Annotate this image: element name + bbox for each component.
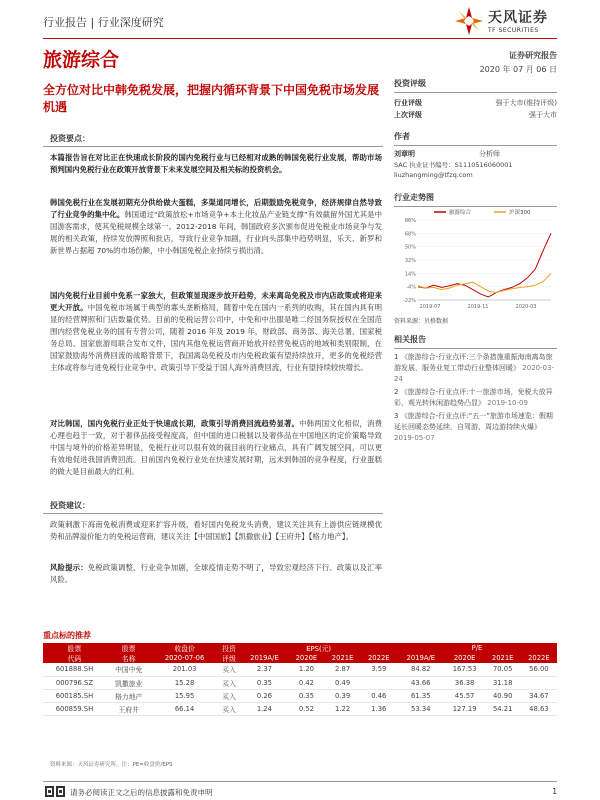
table-header-row-1 bbox=[43, 643, 557, 653]
paragraph-3-text: 中国免税市场属于典型的寡头垄断格局，随着中免在国内一系列的收购，其在国内具有明显的经营牌照和门店数量优势。目前的免税运营公司中，中免和中出服是唯二经国务院授权在全国范围内经营免税业务的国有专营公司，随着 2016 年及 2019 年，财政部、商务部、海关总署、国家税务总局、国家旅游局联合发布文件，国内其他免税运营商开始放开经营免税店的地域和类别限制，在国家鼓励海外消费回流的战略背景下，我国离岛免税及市内免税政策有望持续放开，更多的免税经营主体或将参与进免税行业竞争中。政策引导下受益于国人海外消费回流，行业有望持续较快增长。 bbox=[50, 303, 382, 372]
series-line-2 bbox=[418, 273, 551, 292]
table-cell: 0.35 bbox=[288, 689, 324, 702]
table-cell: 45.57 bbox=[445, 689, 485, 702]
industry-rating-value: 强于大市(维持评级) bbox=[495, 99, 557, 107]
table-row bbox=[43, 689, 557, 702]
header-pe-group: P/E bbox=[397, 643, 557, 653]
table-cell: 43.66 bbox=[397, 676, 445, 689]
industry-rating-row bbox=[394, 97, 557, 109]
analyst-email[interactable]: liuzhangming@tfzq.com bbox=[394, 171, 473, 179]
header-price-top: 收盘价 bbox=[151, 643, 217, 653]
table-header-row-2 bbox=[43, 653, 557, 663]
table-cell: 201.03 bbox=[151, 663, 217, 676]
paragraph-4-lead: 对比韩国，国内免税行业正处于快速成长期，政策引导消费回流趋势显著。 bbox=[50, 419, 300, 428]
header-pe-2019: 2019A/E bbox=[397, 653, 445, 663]
table-cell: 1.36 bbox=[361, 702, 397, 715]
table-cell: 2.87 bbox=[325, 663, 361, 676]
header-price: 2020-07-06 bbox=[151, 653, 217, 663]
chart-section bbox=[394, 192, 557, 207]
paragraph-4-text: 中韩两国文化相似，消费心理也趋于一致，对于奢侈品接受程度高，但中国的进口税制以及奢侈品在中国地区的定价策略导致中国与境外的价格差异明显，免税行业可以很有效的裁目前的行业痛点，具有广阔发展空间，可以更有效地促进我国消费回流。目前国内免税行业处在快速发展时期，远未到韩国的竞争程度，行业蛋糕的做大是目前最大的红利。 bbox=[50, 419, 382, 476]
table-cell: 王府井 bbox=[106, 702, 152, 715]
related-report-date: 2019-10-09 bbox=[487, 399, 528, 407]
paragraph-2-lead: 韩国免税行业在发展初期充分供给做大蛋糕，多渠道同增长，后期鼓励免税竞争，经济规律自然导致了行业竞争的集中化。 bbox=[50, 198, 382, 219]
table-cell: 2.37 bbox=[240, 663, 288, 676]
header-eps-2019: 2019A/E bbox=[240, 653, 288, 663]
report-category: 行业报告 | 行业深度研究 bbox=[43, 16, 164, 29]
related-heading: 相关报告 bbox=[394, 335, 426, 344]
analyst-name: 刘章明 bbox=[394, 150, 415, 158]
industry-name: 旅游综合 bbox=[43, 49, 120, 71]
table-cell: 36.38 bbox=[445, 676, 485, 689]
advice-divider bbox=[43, 513, 383, 514]
table-cell: 买入 bbox=[218, 702, 241, 715]
related-report-3[interactable] bbox=[394, 411, 557, 444]
table-cell: 0.46 bbox=[361, 689, 397, 702]
related-report-num: 2 bbox=[394, 388, 401, 396]
header-pe-2020: 2020E bbox=[445, 653, 485, 663]
report-date: 2020 年 07 月 06 日 bbox=[479, 65, 557, 74]
header-eps-group: EPS(元) bbox=[240, 643, 396, 653]
related-reports-section bbox=[394, 334, 557, 446]
table-cell: 买入 bbox=[218, 663, 241, 676]
related-report-title: 《旅游综合-行业点评:十一旅游市场，免税大放异彩，观光转休闲游趋势凸显》 bbox=[394, 388, 553, 407]
industry-trend-chart bbox=[394, 206, 557, 312]
footer-divider bbox=[43, 781, 557, 782]
x-tick-label: 2019-11 bbox=[467, 304, 489, 310]
chart-heading: 行业走势图 bbox=[394, 193, 434, 202]
table-cell: 56.00 bbox=[521, 663, 557, 676]
advice-text: 政策刺激下海南免税消费或迎来扩容升级，看好国内免税龙头消费，建议关注具有上游供应链规模优势和品牌溢价能力的免税运营商，建议关注【中国国旅】【凯撒旅业】【王府井】【格力地产】。 bbox=[50, 520, 382, 541]
logo-text-en: TF SECURITIES bbox=[488, 27, 539, 34]
page-number: 1 bbox=[552, 787, 557, 796]
recommendation-table bbox=[43, 643, 557, 716]
header-name-top: 股票 bbox=[106, 643, 152, 653]
author-heading: 作者 bbox=[394, 132, 410, 141]
header-eps-2021: 2021E bbox=[325, 653, 361, 663]
table-row bbox=[43, 663, 557, 676]
header-eps-2020: 2020E bbox=[288, 653, 324, 663]
chart-source: 资料来源：贝格数据 bbox=[394, 318, 449, 325]
footer-disclaimer[interactable]: 请务必阅读正文之后的信息披露和免责申明 bbox=[70, 788, 213, 797]
legend-label: 旅游综合 bbox=[449, 210, 472, 216]
related-divider bbox=[394, 348, 557, 349]
table-cell: 0.52 bbox=[288, 702, 324, 715]
related-reports-list bbox=[394, 352, 557, 444]
x-tick-label: 2020-03 bbox=[515, 304, 537, 310]
header-eps-2022: 2022E bbox=[361, 653, 397, 663]
highlights-divider bbox=[43, 146, 383, 147]
related-report-title: 《旅游综合-行业点评:三个条措施重振海南离岛旅游发展，服务业复工带动行业整体回暖》 bbox=[394, 353, 553, 372]
prev-rating-label: 上次评级 bbox=[394, 111, 422, 119]
related-report-title: 《旅游综合-行业点评:“五一”旅游市场速览：假期延长回暖态势延续，自驾游、周边游持续火爆》 bbox=[394, 412, 553, 431]
table-cell: 买入 bbox=[218, 689, 241, 702]
table-cell: 凯撒旅业 bbox=[106, 676, 152, 689]
y-tick-label: -22% bbox=[403, 298, 416, 304]
analyst-role: 分析师 bbox=[479, 150, 500, 158]
table-cell: 3.59 bbox=[361, 663, 397, 676]
table-body bbox=[43, 663, 557, 715]
table-cell: 66.14 bbox=[151, 702, 217, 715]
table-cell: 167.53 bbox=[445, 663, 485, 676]
industry-rating-label: 行业评级 bbox=[394, 99, 422, 107]
risk-label: 风险提示： bbox=[50, 563, 88, 572]
paragraph-4 bbox=[50, 418, 382, 478]
related-report-date: 2019-05-07 bbox=[394, 434, 435, 442]
author-section bbox=[394, 131, 557, 180]
related-report-2[interactable] bbox=[394, 387, 557, 409]
table-cell bbox=[521, 676, 557, 689]
table-cell: 1.20 bbox=[288, 663, 324, 676]
table-source: 资料来源：天风证券研究所，注：PE=收盘价/EPS bbox=[50, 762, 173, 768]
header-pe-2022: 2022E bbox=[521, 653, 557, 663]
table-cell: 600859.SH bbox=[43, 702, 106, 715]
series-line-1 bbox=[418, 233, 551, 297]
table-cell: 15.28 bbox=[151, 676, 217, 689]
y-tick-label: 14% bbox=[404, 271, 416, 278]
report-type: 证券研究报告 bbox=[509, 51, 557, 60]
table-row bbox=[43, 702, 557, 715]
related-report-1[interactable] bbox=[394, 352, 557, 385]
table-cell: 格力地产 bbox=[106, 689, 152, 702]
table-cell: 40.90 bbox=[485, 689, 521, 702]
table-cell: 48.63 bbox=[521, 702, 557, 715]
related-report-num: 1 bbox=[394, 353, 401, 361]
table-cell: 1.24 bbox=[240, 702, 288, 715]
paragraph-2-text: 韩国通过“政策放松+市场竞争+本土化妆品产业链支撑”有效截留外国尤其是中国游客需求，使其免税规模全球第一。2012-2018 年间，韩国政府多次颁布促进免税业市场竞争与发展的相关政策，持续发放牌照和批店，导致行业竞争加剧，行业向头部集中趋势明显，乐天、新罗和新世界占据超 70%的市场份额，中小韩国免税企业持续亏损出清。 bbox=[50, 210, 382, 255]
report-title: 全方位对比中韩免税发展，把握内循环背景下中国免税市场发展机遇 bbox=[43, 83, 380, 114]
table-cell: 买入 bbox=[218, 676, 241, 689]
table-cell: 0.26 bbox=[240, 689, 288, 702]
risk-text: 免税政策调整、行业竞争加剧，全球疫情走势不明了，导致宏观经济下行、政策以及汇率风险。 bbox=[50, 563, 382, 584]
table-cell: 0.39 bbox=[325, 689, 361, 702]
rating-heading: 投资评级 bbox=[394, 79, 426, 88]
legend-label: 沪深300 bbox=[509, 210, 531, 216]
table-cell: 0.42 bbox=[288, 676, 324, 689]
tf-logo-icon bbox=[452, 4, 486, 38]
x-tick-label: 2019-07 bbox=[419, 304, 441, 310]
table-cell: 84.82 bbox=[397, 663, 445, 676]
table-cell: 0.49 bbox=[325, 676, 361, 689]
related-report-num: 3 bbox=[394, 412, 401, 420]
table-title: 重点标的推荐 bbox=[43, 631, 91, 640]
logo-text-cn: 天风证券 bbox=[488, 10, 548, 26]
header-rating: 评级 bbox=[218, 653, 241, 663]
table-cell: 1.22 bbox=[325, 702, 361, 715]
paragraph-3 bbox=[50, 290, 382, 374]
related-report-date: 2020-03-24 bbox=[394, 364, 555, 383]
y-tick-label: 50% bbox=[404, 244, 416, 251]
header-rating-top: 投资 bbox=[218, 643, 241, 653]
author-divider bbox=[394, 145, 557, 146]
table-cell: 70.05 bbox=[485, 663, 521, 676]
header-pe-2021: 2021E bbox=[485, 653, 521, 663]
risk-paragraph bbox=[50, 562, 382, 586]
header-divider bbox=[43, 38, 557, 39]
table-cell: 15.95 bbox=[151, 689, 217, 702]
header-code-top: 股票 bbox=[43, 643, 106, 653]
table-cell: 600185.SH bbox=[43, 689, 106, 702]
paragraph-2 bbox=[50, 197, 382, 257]
qr-code-icon bbox=[45, 786, 65, 797]
table-cell: 31.18 bbox=[485, 676, 521, 689]
y-tick-label: 32% bbox=[404, 258, 416, 264]
analyst-row bbox=[394, 149, 557, 160]
header-code: 代码 bbox=[43, 653, 106, 663]
paragraph-1 bbox=[50, 152, 382, 176]
table-cell bbox=[361, 676, 397, 689]
table-cell: 中国中免 bbox=[106, 663, 152, 676]
paragraph-1-lead: 本篇报告旨在对比正在快速成长阶段的国内免税行业与已经相对成熟的韩国免税行业发展，帮助市场预判国内免税行业在政策开放背景下未来发展空间及相关标的投资机会。 bbox=[50, 153, 382, 174]
header-name: 名称 bbox=[106, 653, 152, 663]
table-cell: 601888.SH bbox=[43, 663, 106, 676]
company-logo bbox=[452, 4, 562, 40]
table-cell: 53.34 bbox=[397, 702, 445, 715]
table-cell: 127.19 bbox=[445, 702, 485, 715]
table-cell: 34.67 bbox=[521, 689, 557, 702]
table-cell: 54.21 bbox=[485, 702, 521, 715]
table-cell: 61.35 bbox=[397, 689, 445, 702]
highlights-heading: 投资要点： bbox=[50, 134, 90, 143]
rating-section bbox=[394, 78, 557, 121]
analyst-license: SAC 执业证书编号：S1110516060001 bbox=[394, 161, 513, 169]
table-row bbox=[43, 676, 557, 689]
table-cell: 0.35 bbox=[240, 676, 288, 689]
y-tick-label: -4% bbox=[406, 284, 416, 291]
table-cell: 000796.SZ bbox=[43, 676, 106, 689]
y-tick-label: 68% bbox=[404, 231, 416, 238]
y-tick-label: 86% bbox=[404, 218, 416, 224]
prev-rating-row bbox=[394, 109, 557, 121]
prev-rating-value: 强于大市 bbox=[529, 111, 557, 119]
paragraph-3-lead: 国内免税行业目前中免系一家独大，但政策显现逐步放开趋势，未来离岛免税及市内店政策或将迎来更大开放。 bbox=[50, 291, 382, 312]
advice-heading: 投资建议： bbox=[50, 501, 90, 510]
rating-divider bbox=[394, 92, 557, 93]
